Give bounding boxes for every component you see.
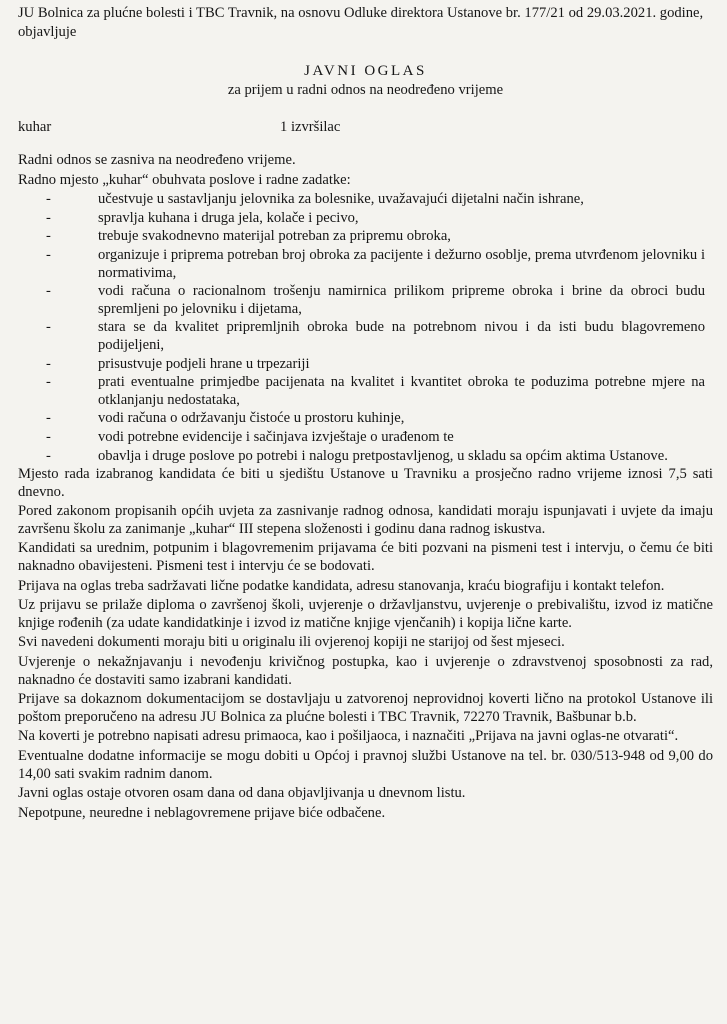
paragraph-test-interview: Kandidati sa urednim, potpunim i blagovremenim prijavama će biti pozvani na pismeni test i intervju, o čemu će biti naknadno obavijesteni. Pismeni test i intervju će se bodovati. [18,540,713,575]
paragraph-envelope: Na koverti je potrebno napisati adresu primaoca, kao i pošiljaoca, i naznačiti „Prijava na javni oglas-ne otvarati“. [18,728,679,745]
dash-marker: - [46,410,51,427]
duty-item: - trebuje svakodnevno materijal potreban za pripremu obroka, [46,228,451,245]
paragraph-rejection: Nepotpune, neuredne i neblagovremene prijave biće odbačene. [18,804,386,821]
paragraph-attachments: Uz prijavu se prilaže diploma o završenoj školi, uvjerenje o državljanstvu, uvjerenje o prebivalištu, izvod iz matične knjige rođenih (za udate kandidatkinje i izvod iz matične knjige vjenčanih) i kopija lične karte. [18,597,713,631]
dash-marker: - [46,228,51,245]
position-count: 1 izvršilac [280,119,341,135]
duty-item: - vodi računa o racionalnom trošenju namirnica prilikom pripreme obroka i brine da obroci budu spremljeni po jelovniku i dijetama, [46,283,705,317]
document-title: JAVNI OGLAS [304,63,427,79]
paragraph-submission: Prijave sa dokaznom dokumentacijom se dostavljaju u zatvorenoj neprovidnoj koverti lično na protokol Ustanove ili poštom preporučeno na adresu JU Bolnica za plućne bolesti i TBC Travnik, 72270 Travnik, Bašbunar b.b. [18,691,713,725]
paragraph-duties-intro: Radno mjesto „kuhar“ obuhvata poslove i radne zadatke: [18,171,351,188]
paragraph-contact-info: Eventualne dodatne informacije se mogu dobiti u Općoj i pravnoj službi Ustanove na tel. br. 030/513-948 od 9,00 do 14,00 sati svakim radnim danom. [18,748,713,782]
document-subtitle: za prijem u radni odnos na neodređeno vrijeme [227,82,504,98]
dash-marker: - [46,428,51,445]
document-body [18,152,713,822]
duty-item: - prisustvuje podjeli hrane u trpezariji [46,355,310,372]
duty-item: - obavlja i druge poslove po potrebi i nalogu pretpostavljenog, u skladu sa općim aktima Ustanove. [46,447,668,464]
duty-item: - prati eventualne primjedbe pacijenata na kvalitet i kvantitet obroka te poduzima potrebne mjere na otklanjanju nedostataka, [46,374,705,408]
dash-marker: - [46,319,51,336]
dash-marker: - [46,191,51,208]
dash-marker: - [46,374,51,391]
dash-marker: - [46,447,51,464]
duty-item: - vodi računa o održavanju čistoće u prostoru kuhinje, [46,410,405,427]
duty-item: - učestvuje u sastavljanju jelovnika za bolesnike, uvažavajući dijetalni način ishrane, [46,191,584,208]
duty-item: - spravlja kuhana i druga jela, kolače i pecivo, [46,209,359,226]
paragraph-duration: Javni oglas ostaje otvoren osam dana od dana objavljivanja u dnevnom listu. [18,785,466,802]
paragraph-work-location: Mjesto rada izabranog kandidata će biti u sjedištu Ustanove u Travniku a prosječno radno vrijeme iznosi 7,5 sati dnevno. [18,466,713,500]
intro-text: JU Bolnica za plućne bolesti i TBC Travnik, na osnovu Odluke direktora Ustanove br. 177/21 od 29.03.2021. godine, objavljuje [18,5,704,40]
paragraph-requirements: Pored zakonom propisanih općih uvjeta za zasnivanje radnog odnosa, kandidati moraju ispunjavati i uvjete da imaju završenu školu za zanimanje „kuhar“ III stepena složenosti i godinu dana radnog iskustva. [18,503,713,537]
position-row [18,118,713,137]
paragraph-originals: Svi navedeni dokumenti moraju biti u originalu ili ovjerenoj kopiji ne starijoj od šest mjeseci. [18,634,565,651]
paragraph-employment-type: Radni odnos se zasniva na neodređeno vrijeme. [18,152,296,168]
dash-marker: - [46,209,51,226]
duty-item: - vodi potrebne evidencije i sačinjava izvještaje o urađenom te [46,428,454,445]
dash-marker: - [46,283,51,300]
paragraph-later-documents: Uvjerenje o nekažnjavanju i nevođenju krivičnog postupka, kao i uvjerenje o zdravstvenoj sposobnosti za rad, naknadno će dostaviti samo izabrani kandidati. [18,654,713,688]
position-name: kuhar [18,119,52,135]
dash-marker: - [46,355,51,372]
duty-item: - stara se da kvalitet pripremljnih obroka bude na potrebnom nivou i da isti budu blagovremeno podijeljeni, [46,319,705,353]
duties-list [18,191,713,465]
duty-item: - organizuje i priprema potreban broj obroka za pacijente i dežurno osoblje, prema utvrđenom jelovniku i normativima, [46,246,705,281]
paragraph-application-content: Prijava na oglas treba sadržavati lične podatke kandidata, adresu stanovanja, kraću biografiju i kontakt telefon. [18,577,665,594]
dash-marker: - [46,246,51,263]
